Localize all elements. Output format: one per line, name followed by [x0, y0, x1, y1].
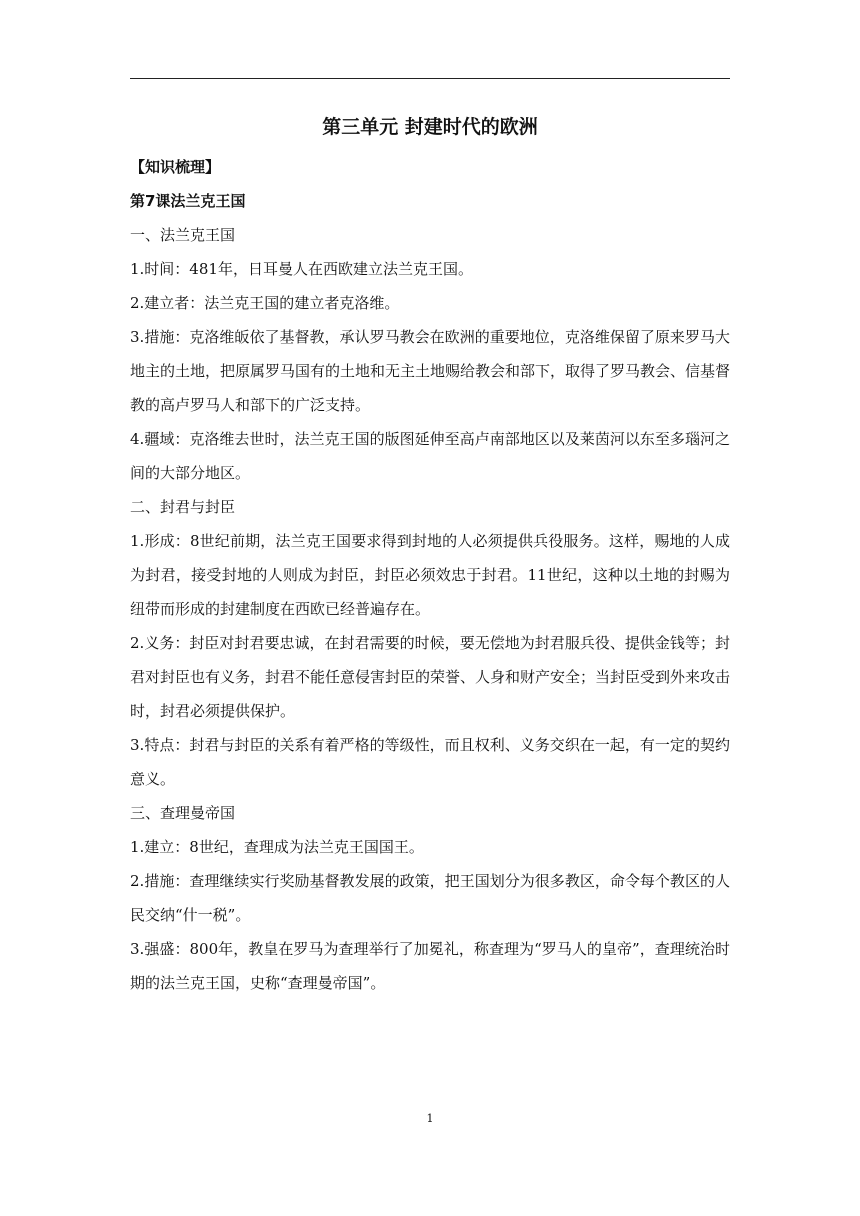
header-rule: [130, 78, 730, 79]
paragraph: 二、封君与封臣: [130, 498, 236, 516]
paragraph: 2.措施：查理继续实行奖励基督教发展的政策，把王国划分为很多教区，命令每个教区的人民交纳“什一税”。: [130, 872, 730, 924]
paragraph: 【知识梳理】: [130, 158, 221, 176]
paragraph: 3.强盛：800年，教皇在罗马为查理举行了加冕礼，称查理为“罗马人的皇帝”，查理统治时期的法兰克王国，史称“查理曼帝国”。: [130, 940, 730, 992]
paragraph: 4.疆域：克洛维去世时，法兰克王国的版图延伸至高卢南部地区以及莱茵河以东至多瑙河之间的大部分地区。: [130, 430, 730, 482]
paragraph: 1.形成：8世纪前期，法兰克王国要求得到封地的人必须提供兵役服务。这样，赐地的人成为封君，接受封地的人则成为封臣，封臣必须效忠于封君。11世纪，这种以土地的封赐为纽带而形成的封建制度在西欧已经普遍存在。: [130, 532, 730, 618]
paragraph: 2.义务：封臣对封君要忠诚，在封君需要的时候，要无偿地为封君服兵役、提供金钱等；封君对封臣也有义务，封君不能任意侵害封臣的荣誉、人身和财产安全；当封臣受到外来攻击时，封君必须提供保护。: [130, 634, 731, 720]
paragraph: 第7课法兰克王国: [130, 192, 246, 210]
paragraph: 3.措施：克洛维皈依了基督教，承认罗马教会在欧洲的重要地位，克洛维保留了原来罗马大地主的土地，把原属罗马国有的土地和无主土地赐给教会和部下，取得了罗马教会、信基督教的高卢罗马人和部下的广泛支持。: [130, 328, 731, 414]
paragraph: 3.特点：封君与封臣的关系有着严格的等级性，而且权利、义务交织在一起，有一定的契约意义。: [130, 736, 730, 788]
paragraph: 1.建立：8世纪，查理成为法兰克王国国王。: [130, 838, 424, 856]
paragraph: 三、查理曼帝国: [130, 804, 236, 822]
page-title: 第三单元 封建时代的欧洲: [322, 116, 538, 138]
paragraph: 2.建立者：法兰克王国的建立者克洛维。: [130, 294, 400, 312]
paragraph: 1.时间：481年，日耳曼人在西欧建立法兰克王国。: [130, 260, 473, 278]
page-number: 1: [426, 1112, 434, 1125]
document-body: [130, 150, 730, 1000]
paragraph: 一、法兰克王国: [130, 226, 236, 244]
